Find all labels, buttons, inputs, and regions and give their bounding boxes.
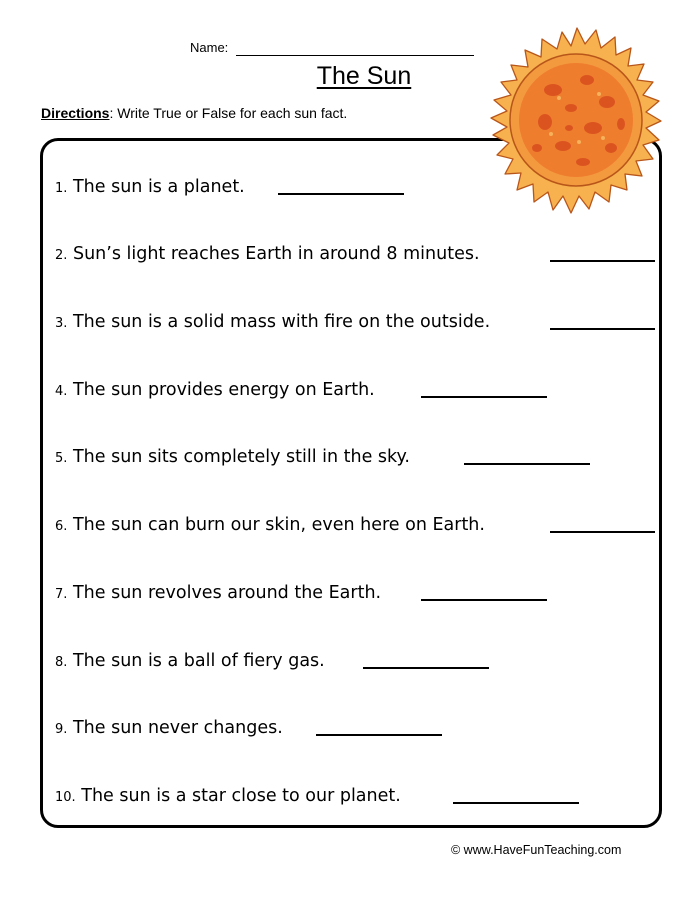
directions: [41, 105, 347, 121]
answer-line-8[interactable]: [363, 667, 489, 669]
question-5: 5. The sun sits completely still in the sky.: [55, 447, 410, 467]
directions-text: : Write True or False for each sun fact.: [109, 105, 348, 121]
answer-line-2[interactable]: [550, 260, 655, 262]
question-1: 1. The sun is a planet.: [55, 177, 245, 197]
question-8: 8. The sun is a ball of fiery gas.: [55, 651, 325, 671]
sun-illustration: [475, 24, 679, 220]
answer-line-3[interactable]: [550, 328, 655, 330]
question-6: 6. The sun can burn our skin, even here on Earth.: [55, 515, 485, 535]
directions-label: Directions: [41, 105, 110, 121]
answer-line-1[interactable]: [278, 193, 404, 195]
copyright-footer: © www.HaveFunTeaching.com: [451, 843, 622, 857]
worksheet-title: The Sun: [316, 62, 412, 90]
answer-line-10[interactable]: [453, 802, 579, 804]
name-label: Name:: [190, 40, 229, 55]
question-2: 2. Sun’s light reaches Earth in around 8 minutes.: [55, 244, 480, 264]
question-3: 3. The sun is a solid mass with fire on the outside.: [55, 312, 491, 332]
answer-line-9[interactable]: [316, 734, 442, 736]
answer-line-4[interactable]: [421, 396, 547, 398]
answer-line-6[interactable]: [550, 531, 655, 533]
name-answer-line[interactable]: [236, 55, 474, 56]
question-10: 10. The sun is a star close to our planet.: [55, 786, 401, 806]
question-7: 7. The sun revolves around the Earth.: [55, 583, 382, 603]
question-9: 9. The sun never changes.: [55, 718, 283, 738]
question-4: 4. The sun provides energy on Earth.: [55, 380, 375, 400]
answer-line-7[interactable]: [421, 599, 547, 601]
answer-line-5[interactable]: [464, 463, 590, 465]
